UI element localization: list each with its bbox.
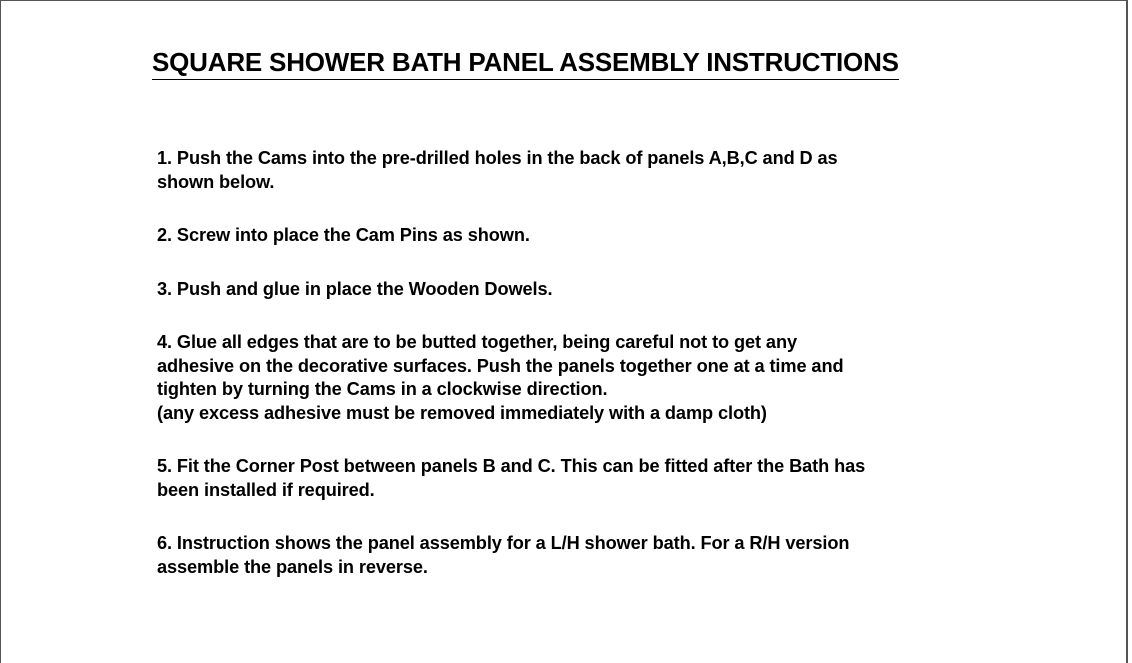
- instruction-step-2: [157, 224, 1017, 248]
- step-6-line-2: assemble the panels in reverse.: [157, 556, 428, 577]
- instruction-step-6: [157, 532, 1017, 579]
- step-3-line-1: 3. Push and glue in place the Wooden Dowels.: [157, 278, 553, 299]
- document-title: [152, 45, 952, 80]
- step-4-line-4: (any excess adhesive must be removed immediately with a damp cloth): [157, 402, 767, 423]
- step-5-line-1: 5. Fit the Corner Post between panels B and C. This can be fitted after the Bath has: [157, 456, 866, 476]
- step-1-line-2: shown below.: [157, 171, 275, 192]
- instruction-list: [157, 147, 1017, 579]
- step-6-line-1: 6. Instruction shows the panel assembly for a L/H shower bath. For a R/H version: [157, 533, 850, 553]
- instruction-step-5: [157, 455, 1017, 502]
- step-5-line-2: been installed if required.: [157, 479, 375, 500]
- instruction-step-4: [157, 331, 1017, 425]
- document-title-text: SQUARE SHOWER BATH PANEL ASSEMBLY INSTRUCTIONS: [152, 45, 899, 80]
- step-2-line-1: 2. Screw into place the Cam Pins as shown.: [157, 225, 530, 245]
- step-4-line-2: adhesive on the decorative surfaces. Push the panels together one at a time and: [157, 355, 844, 376]
- step-4-line-1: 4. Glue all edges that are to be butted together, being careful not to get any: [157, 332, 797, 352]
- step-1-line-1: 1. Push the Cams into the pre-drilled holes in the back of panels A,B,C and D as: [157, 148, 838, 168]
- step-4-line-3: tighten by turning the Cams in a clockwise direction.: [157, 379, 608, 399]
- instruction-step-1: [157, 147, 1017, 194]
- instruction-step-3: [157, 278, 1017, 302]
